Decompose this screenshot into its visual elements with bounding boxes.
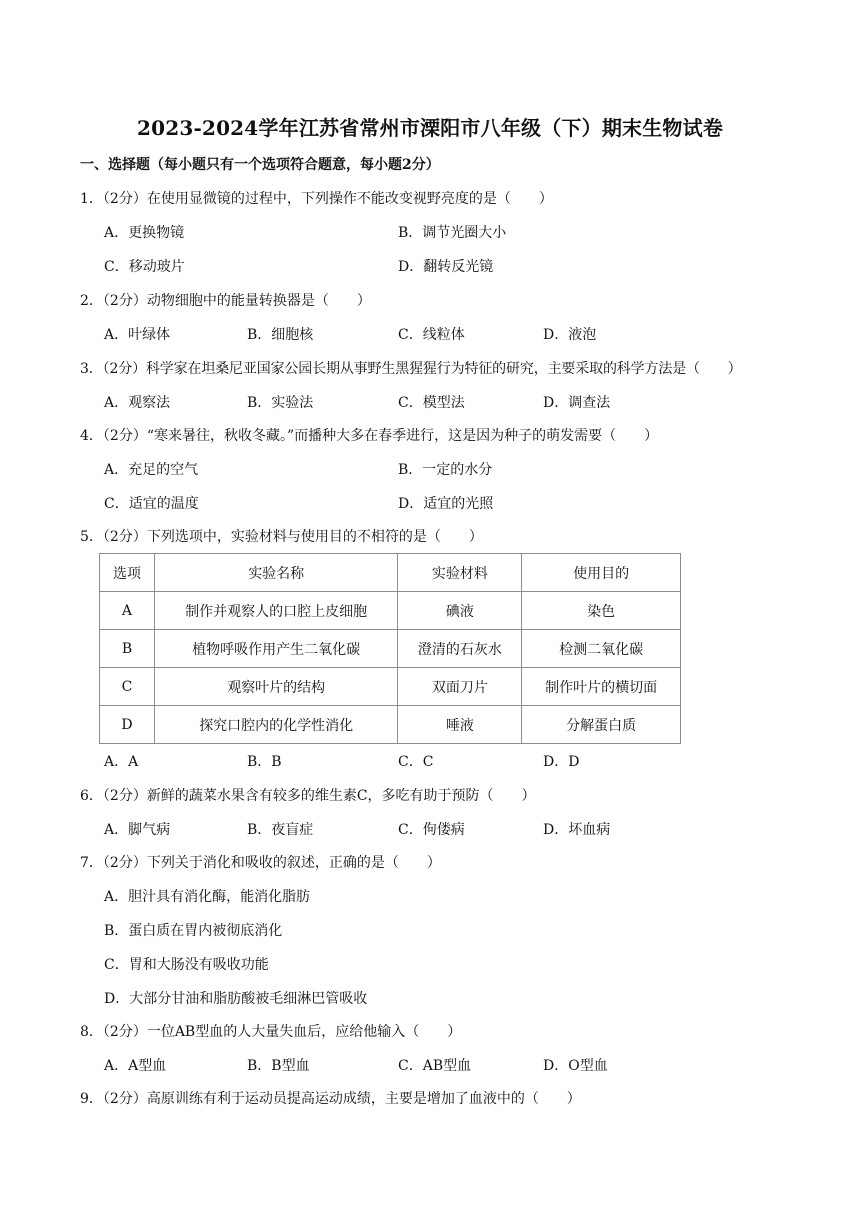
question-2-stem: 2．（2分）动物细胞中的能量转换器是（ ） (80, 293, 371, 309)
table-header-cell: 使用目的 (522, 554, 681, 592)
table-cell: 探究口腔内的化学性消化 (154, 706, 398, 744)
question-4-option-d[interactable]: D．适宜的光照 (398, 496, 494, 512)
question-4-stem: 4．（2分）“寒来暑往，秋收冬藏。”而播种大多在春季进行，这是因为种子的萌发需要（ ） (80, 428, 659, 444)
question-7-option-b[interactable]: B．蛋白质在胃内被彻底消化 (104, 923, 283, 939)
question-1-option-b[interactable]: B．调节光圈大小 (398, 225, 507, 241)
table-cell: 检测二氧化碳 (522, 630, 681, 668)
question-5-option-c[interactable]: C．C (398, 754, 434, 770)
question-1-option-c[interactable]: C．移动玻片 (104, 259, 185, 275)
question-2-option-d[interactable]: D．液泡 (543, 327, 597, 343)
question-1-stem: 1．（2分）在使用显微镜的过程中，下列操作不能改变视野亮度的是（ ） (80, 191, 553, 207)
question-2-option-b[interactable]: B．细胞核 (247, 327, 314, 343)
question-6-stem: 6．（2分）新鲜的蔬菜水果含有较多的维生素C，多吃有助于预防（ ） (80, 788, 536, 804)
question-8-option-b[interactable]: B．B型血 (247, 1058, 310, 1074)
question-3-option-d[interactable]: D．调查法 (543, 395, 611, 411)
question-2-option-a[interactable]: A．叶绿体 (104, 327, 171, 343)
table-cell: 制作并观察人的口腔上皮细胞 (154, 592, 398, 630)
table-cell: 双面刀片 (398, 668, 522, 706)
question-8-option-a[interactable]: A．A型血 (104, 1058, 167, 1074)
question-8-option-c[interactable]: C．AB型血 (398, 1058, 472, 1074)
table-header-row (100, 554, 681, 592)
table-header-cell: 实验名称 (154, 554, 398, 592)
question-7-option-d[interactable]: D．大部分甘油和脂肪酸被毛细淋巴管吸收 (104, 991, 368, 1007)
table-row (100, 706, 681, 744)
question-5-option-d[interactable]: D．D (543, 754, 580, 770)
question-1-option-d[interactable]: D．翻转反光镜 (398, 259, 494, 275)
question-4-option-c[interactable]: C．适宜的温度 (104, 496, 199, 512)
question-3-stem: 3．（2分）科学家在坦桑尼亚国家公园长期从事野生黑猩猩行为特征的研究，主要采取的科学方法是（ ） (80, 361, 742, 377)
table-cell: 植物呼吸作用产生二氧化碳 (154, 630, 398, 668)
question-8-stem: 8．（2分）一位AB型血的人大量失血后，应给他输入（ ） (80, 1024, 462, 1040)
question-6-option-b[interactable]: B．夜盲症 (247, 822, 314, 838)
table-row (100, 630, 681, 668)
table-cell: B (100, 630, 155, 668)
table-cell: 染色 (522, 592, 681, 630)
question-4-option-b[interactable]: B．一定的水分 (398, 462, 493, 478)
question-2-option-c[interactable]: C．线粒体 (398, 327, 465, 343)
question-6-option-a[interactable]: A．脚气病 (104, 822, 171, 838)
table-cell: 澄清的石灰水 (398, 630, 522, 668)
page-title: 2023-2024学年江苏省常州市溧阳市八年级（下）期末生物试卷 (136, 116, 724, 140)
table-cell: A (100, 592, 155, 630)
table-cell: 分解蛋白质 (522, 706, 681, 744)
question-9-stem: 9．（2分）高原训练有利于运动员提高运动成绩，主要是增加了血液中的（ ） (80, 1091, 581, 1107)
question-5-option-a[interactable]: A．A (104, 754, 139, 770)
question-7-option-c[interactable]: C．胃和大肠没有吸收功能 (104, 957, 269, 973)
table-header-cell: 实验材料 (398, 554, 522, 592)
question-7-stem: 7．（2分）下列关于消化和吸收的叙述，正确的是（ ） (80, 855, 441, 871)
table-cell: 唾液 (398, 706, 522, 744)
question-1-option-a[interactable]: A．更换物镜 (104, 225, 185, 241)
question-3-option-a[interactable]: A．观察法 (104, 395, 171, 411)
question-3-option-b[interactable]: B．实验法 (247, 395, 314, 411)
table-row (100, 668, 681, 706)
table-header-cell: 选项 (100, 554, 155, 592)
table-cell: D (100, 706, 155, 744)
table-cell: 制作叶片的横切面 (522, 668, 681, 706)
question-3-option-c[interactable]: C．模型法 (398, 395, 465, 411)
table-row (100, 592, 681, 630)
question-4-option-a[interactable]: A．充足的空气 (104, 462, 199, 478)
question-8-option-d[interactable]: D．O型血 (543, 1058, 608, 1074)
question-5-stem: 5．（2分）下列选项中，实验材料与使用目的不相符的是（ ） (80, 529, 483, 545)
question-6-option-c[interactable]: C．佝偻病 (398, 822, 465, 838)
section-heading: 一、选择题（每小题只有一个选项符合题意，每小题2分） (80, 157, 440, 173)
table-cell: C (100, 668, 155, 706)
table-cell: 碘液 (398, 592, 522, 630)
table-cell: 观察叶片的结构 (154, 668, 398, 706)
experiment-table (99, 553, 681, 744)
question-7-option-a[interactable]: A．胆汁具有消化酶，能消化脂肪 (104, 889, 311, 905)
question-5-option-b[interactable]: B．B (247, 754, 282, 770)
question-6-option-d[interactable]: D．坏血病 (543, 822, 611, 838)
